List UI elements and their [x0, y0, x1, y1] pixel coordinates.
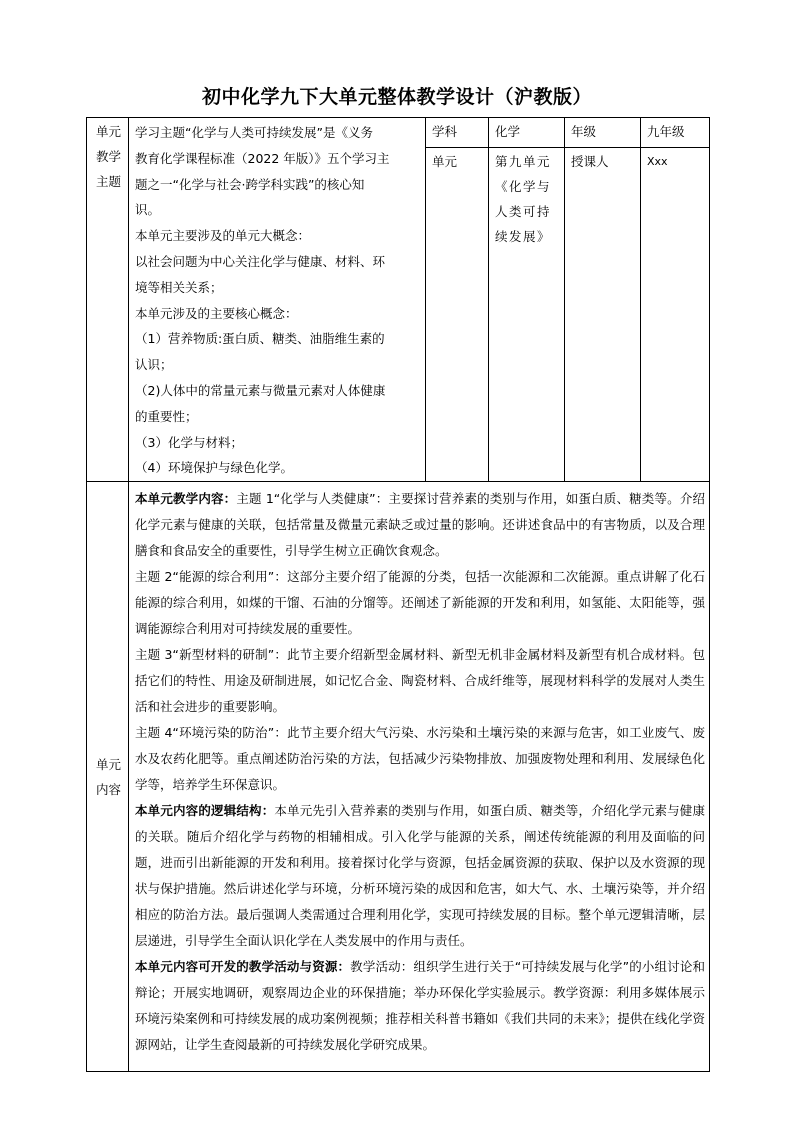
topic-text-cell — [129, 118, 426, 482]
content-paragraph: 主题 4“环境污染的防治”：此节主要介绍大气污染、水污染和土壤污染的来源与危害，如工业废气、废水及农药化肥等。重点阐述防治污染的方法，包括减少污染物排放、加强废物处理和利用、发展绿色化学等，培养学生环保意识。 — [135, 725, 705, 793]
topic-line: （1）营养物质:蛋白质、糖类、油脂维生素的 — [135, 331, 385, 347]
paragraph-text: 主题 1“化学与人类健康”：主要探讨营养素的类别与作用，如蛋白质、糖类等。介绍化学元素与健康的关联，包括常量及微量元素缺乏或过量的影响。还讲述食品中的有害物质，以及合理膳食和食品安全的重要性，引导学生树立正确饮食观念。 — [135, 491, 705, 559]
topic-line: 本单元涉及的主要核心概念： — [135, 305, 298, 321]
lesson-design-table — [86, 117, 710, 1072]
topic-line: 题之一“化学与社会·跨学科实践”的核心知 — [135, 176, 365, 192]
paragraph-text: 教学活动：组织学生进行关于“可持续发展与化学”的小组讨论和辩论；开展实地调研，观察周边企业的环保措施；举办环保化学实验展示。教学资源：利用多媒体展示环境污染案例和可持续发展的成功案例视频；推荐相关科普书籍如《我们共同的未来》；提供在线化学资源网站，让学生查阅最新的可持续发展化学研究成果。 — [135, 959, 705, 1053]
paragraph-heading: 本单元内容的逻辑结构： — [135, 803, 275, 819]
teacher-value: Xxx — [641, 147, 710, 481]
content-label-line: 单元 — [95, 757, 121, 773]
grade-value: 九年级 — [641, 118, 710, 148]
topic-line: 教育化学课程标准（2022 年版）》五个学习主 — [135, 150, 390, 166]
topic-line: 本单元主要涉及的单元大概念： — [135, 228, 311, 244]
content-paragraph — [135, 798, 705, 954]
paragraph-heading: 本单元内容可开发的教学活动与资源： — [135, 959, 351, 975]
content-paragraph: 主题 3“新型材料的研制”：此节主要介绍新型金属材料、新型无机非金属材料及新型有机合成材料。包括它们的特性、用途及研制进展，如记忆合金、陶瓷材料、合成纤维等，展现材料科学的发展对人类生活和社会进步的重要影响。 — [135, 647, 705, 715]
grade-label: 年级 — [565, 118, 641, 148]
content-paragraph — [135, 954, 705, 1058]
topic-line: （4）环境保护与绿色化学。 — [135, 460, 293, 476]
paragraph-text: 本单元先引入营养素的类别与作用，如蛋白质、糖类等，介绍化学元素与健康的关联。随后介绍化学与药物的相辅相成。引入化学与能源的关系，阐述传统能源的利用及面临的问题，进而引出新能源的开发和利用。接着探讨化学与资源，包括金属资源的获取、保护以及水资源的现状与保护措施。然后讲述化学与环境，分析环境污染的成因和危害，如大气、水、土壤污染等，并介绍相应的防治方法。最后强调人类需通过合理利用化学，实现可持续发展的目标。整个单元逻辑清晰，层层递进，引导学生全面认识化学在人类发展中的作用与责任。 — [135, 803, 705, 949]
content-label-cell — [87, 482, 129, 1072]
content-paragraph — [135, 486, 705, 564]
topic-line: （3）化学与材料； — [135, 434, 243, 450]
topic-line: 学习主题“化学与人类可持续发展”是《义务 — [135, 125, 373, 140]
page-title: 初中化学九下大单元整体教学设计（沪教版） — [201, 86, 592, 108]
subject-value: 化学 — [489, 118, 565, 148]
topic-label-line: 主题 — [95, 174, 121, 189]
unit-value-line: 《化学与 — [495, 178, 552, 194]
topic-line: 的重要性； — [135, 408, 198, 424]
teacher-label: 授课人 — [565, 147, 641, 481]
topic-line: （2)人体中的常量元素与微量元素对人体健康 — [135, 382, 386, 398]
content-paragraph: 主题 2“能源的综合利用”：这部分主要介绍了能源的分类，包括一次能源和二次能源。重点讲解了化石能源的综合利用，如煤的干馏、石油的分馏等。还阐述了新能源的开发和利用，如氢能、太阳能等，强调能源综合利用对可持续发展的重要性。 — [135, 569, 705, 637]
unit-value-line: 人类可持 — [495, 203, 552, 219]
topic-line: 以社会问题为中心关注化学与健康、材料、环 — [135, 253, 386, 269]
unit-value-line: 续发展》 — [495, 228, 552, 244]
content-text-cell — [129, 482, 710, 1072]
paragraph-heading: 本单元教学内容： — [135, 491, 237, 507]
topic-label-cell — [87, 118, 129, 482]
subject-label: 学科 — [426, 118, 489, 148]
topic-label-line: 教学 — [95, 149, 121, 164]
content-label-line: 内容 — [95, 782, 121, 798]
topic-line: 识。 — [135, 202, 161, 218]
unit-value-line: 第九单元 — [495, 153, 552, 169]
topic-line: 境等相关关系； — [135, 279, 223, 295]
unit-label: 单元 — [426, 147, 489, 481]
topic-label-line: 单元 — [95, 124, 121, 139]
topic-line: 认识； — [135, 357, 173, 373]
unit-value-cell — [489, 147, 565, 481]
